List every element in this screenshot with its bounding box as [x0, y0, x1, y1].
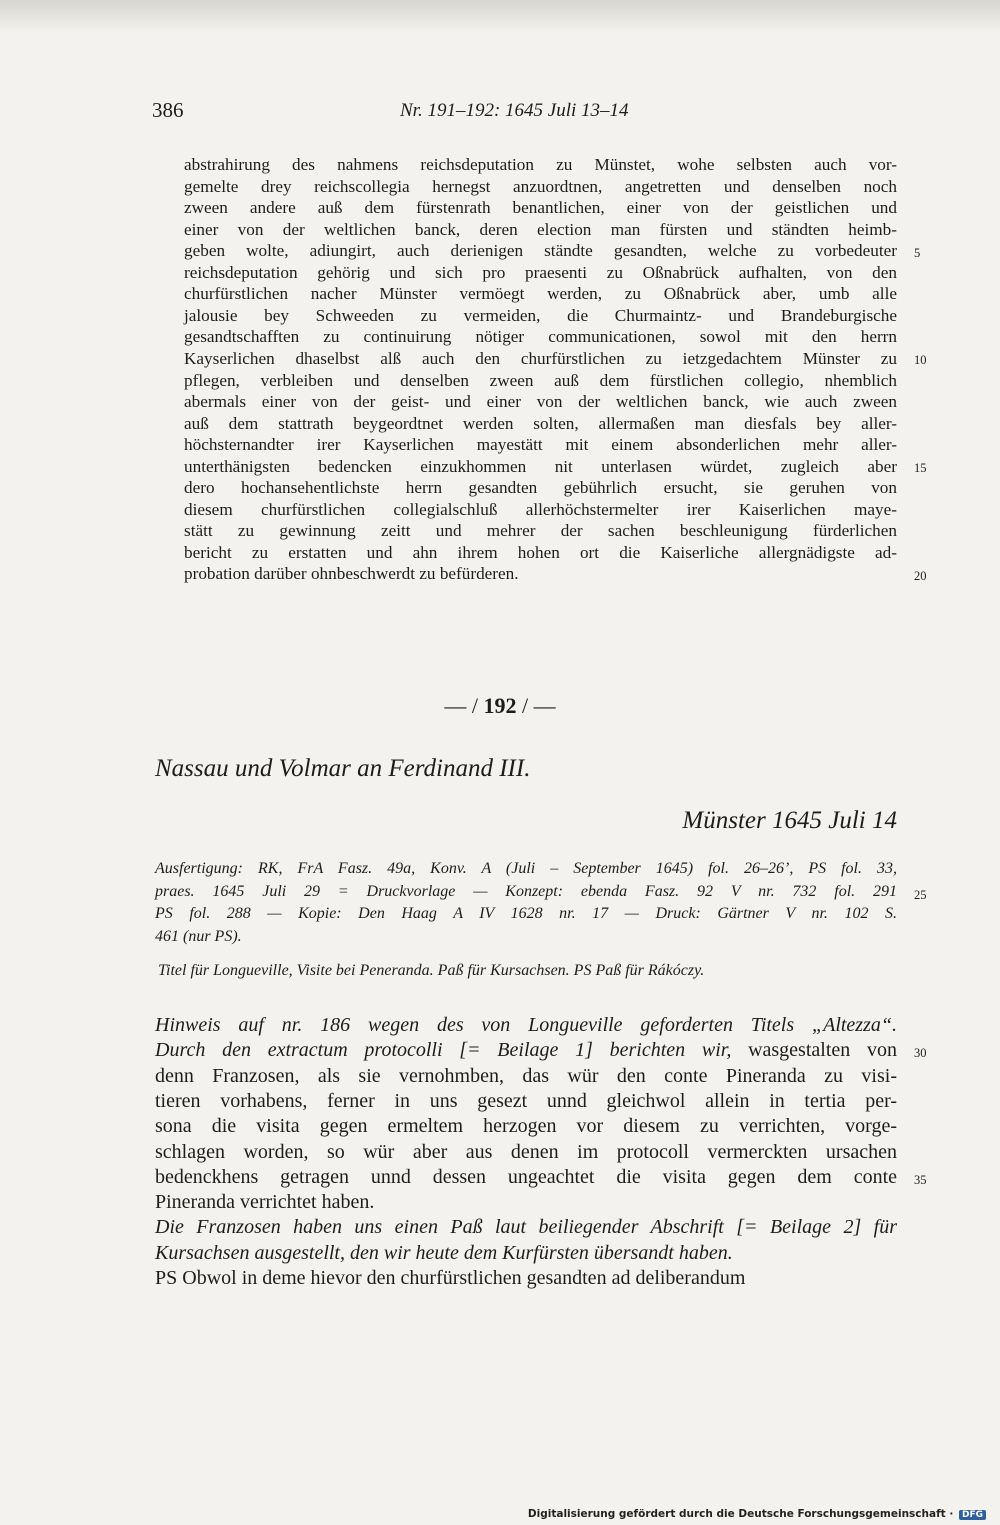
body-line-italic: Hinweis auf nr. 186 wegen des von Longueville geforderten Titels „Altezza“.: [155, 1014, 897, 1036]
body-line-roman: sona die visita gegen ermeltem herzogen vor diesem zu verrichten, vorge-: [155, 1115, 897, 1138]
document-title: Nassau und Volmar an Ferdinand III.: [155, 755, 531, 782]
text-line: stätt zu gewinnung zeitt und mehrer der sachen beschleunigung fürderlichen: [184, 521, 897, 541]
text-line: abstrahirung des nahmens reichsdeputation zu Münstet, wohe selbsten auch vor-: [184, 155, 897, 174]
body-line: [155, 1266, 897, 1291]
source-line: 461 (nur PS).: [155, 927, 242, 945]
text-line: Kayserlichen dhaselbst alß auch den churfürstlichen zu ietzgedachtem Münster zu: [184, 348, 897, 368]
text-line: einer von der weltlichen banck, deren election man fürsten und ständten heimb-: [184, 219, 897, 239]
source-notes: [155, 858, 897, 950]
body-line: [155, 1241, 897, 1266]
text-line: höchsternandter irer Kayserlichen mayestätt mit einem absonderlichen mehr aller-: [184, 435, 897, 455]
text-line: pflegen, verbleiben und denselben zween auß dem fürstlichen collegio, nhemblich: [184, 370, 897, 390]
text-line: dero hochansehentlichste herrn gesandten gebührlich ersucht, sie geruhen von: [184, 478, 897, 498]
body-line: [155, 1140, 897, 1165]
text-line: churfürstlichen nacher Münster vermöegt werden, zu Oßnabrück aber, umb alle: [184, 284, 897, 304]
document-number-value: 192: [483, 693, 517, 718]
paragraph-continued: [184, 154, 897, 586]
body-line-italic: Durch den extractum protocolli [= Beilage 1] berichten wir,: [155, 1039, 732, 1062]
line-number: 30: [914, 1046, 927, 1060]
footer-credit: Digitalisierung gefördert durch die Deutsche Forschungsgemeinschaft · DFG: [528, 1508, 986, 1520]
text-line: diesem churfürstlichen collegialschluß allerhöchstermelter irer Kaiserlichen maye-: [184, 499, 897, 519]
body-line-roman: Pineranda verrichtet haben.: [155, 1191, 375, 1214]
text-line: probation darüber ohnbeschwerdt zu befürderen.: [184, 564, 519, 584]
source-line: praes. 1645 Juli 29 = Druckvorlage — Konzept: ebenda Fasz. 92 V nr. 732 fol. 291: [155, 882, 897, 900]
body-line-italic: Kursachsen ausgestellt, den wir heute dem Kurfürsten übersandt haben.: [155, 1241, 733, 1264]
body-line: [155, 1064, 897, 1089]
text-line: unterthänigsten bedencken einzukhommen nit unterlasen würdet, zugleich aber: [184, 456, 897, 476]
text-line: bericht zu erstatten und ahn ihrem hohen ort die Kaiserliche allergnädigste ad-: [184, 542, 897, 562]
body-line: [155, 1089, 897, 1114]
text-line: geben wolte, adiungirt, auch derienigen ständte gesandten, welche zu vorbedeuter: [184, 241, 897, 261]
body-line: [155, 1013, 897, 1038]
text-line: jalousie bey Schweeden zu vermeiden, die Churmaintz- und Brandeburgische: [184, 305, 897, 325]
text-line: gemelte drey reichscollegia hernegst anzuordtnen, angetretten und denselben noch: [184, 176, 897, 196]
body-line-roman: schlagen worden, so wür aber aus denen im protocoll vermerckten ursachen: [155, 1140, 897, 1163]
document-body: [155, 1013, 897, 1293]
body-line-roman: PS Obwol in deme hievor den churfürstlichen gesandten ad deliberandum: [155, 1267, 746, 1289]
document-summary: Titel für Longueville, Visite bei Peneranda. Paß für Kursachsen. PS Paß für Rákóczy.: [158, 962, 705, 979]
line-number: 35: [914, 1173, 927, 1187]
line-number: 20: [914, 569, 927, 583]
body-line: [155, 1114, 897, 1139]
body-line-roman: denn Franzosen, als sie vernohmben, das wür den conte Pineranda zu visi-: [155, 1064, 897, 1087]
running-title: Nr. 191–192: 1645 Juli 13–14: [400, 100, 629, 121]
body-line: [155, 1190, 897, 1215]
body-line-italic: Die Franzosen haben uns einen Paß laut beiliegender Abschrift [= Beilage 2] für: [155, 1216, 897, 1239]
body-line: [155, 1038, 897, 1063]
text-line: gesandtschafften zu continuirung nötiger communicationen, sowol mit den herrn: [184, 327, 897, 347]
line-number: 5: [914, 246, 921, 260]
line-number: 15: [914, 461, 927, 475]
body-line: [155, 1215, 897, 1240]
source-line: Ausfertigung: RK, FrA Fasz. 49a, Konv. A (Juli – September 1645) fol. 26–26’, PS fol. 33,: [155, 860, 897, 877]
line-number: 25: [914, 888, 927, 902]
text-line: auß dem stattrath beygeordtnet werden solten, allermaßen man diesfals bey aller-: [184, 413, 897, 433]
source-line: PS fol. 288 — Kopie: Den Haag A IV 1628 nr. 17 — Druck: Gärtner V nr. 102 S.: [155, 905, 897, 922]
page-number: 386: [152, 98, 184, 122]
text-line: abermals einer von der geist- und einer von der weltlichen banck, wie auch zween: [184, 392, 897, 412]
text-line: reichsdeputation gehörig und sich pro praesenti zu Oßnabrück aufhalten, von den: [184, 262, 897, 282]
body-line-roman: wasgestalten von: [731, 1039, 897, 1062]
scan-edge: [0, 0, 1000, 34]
document-number: — / 192 / —: [444, 693, 556, 718]
document-place-date: Münster 1645 Juli 14: [682, 807, 897, 834]
line-number: 10: [914, 353, 927, 367]
dfg-logo: DFG: [959, 1510, 986, 1520]
body-line: [155, 1165, 897, 1190]
body-line-roman: bedenckhens getragen unnd dessen ungeachtet die visita gegen dem conte: [155, 1165, 897, 1188]
body-line-roman: tieren vorhabens, ferner in uns gesezt unnd gleichwol allein in tertia per-: [155, 1089, 897, 1112]
text-line: zween andere auß dem fürstenrath benantlichen, einer von der geistlichen und: [184, 198, 897, 218]
page-header: [152, 98, 897, 126]
